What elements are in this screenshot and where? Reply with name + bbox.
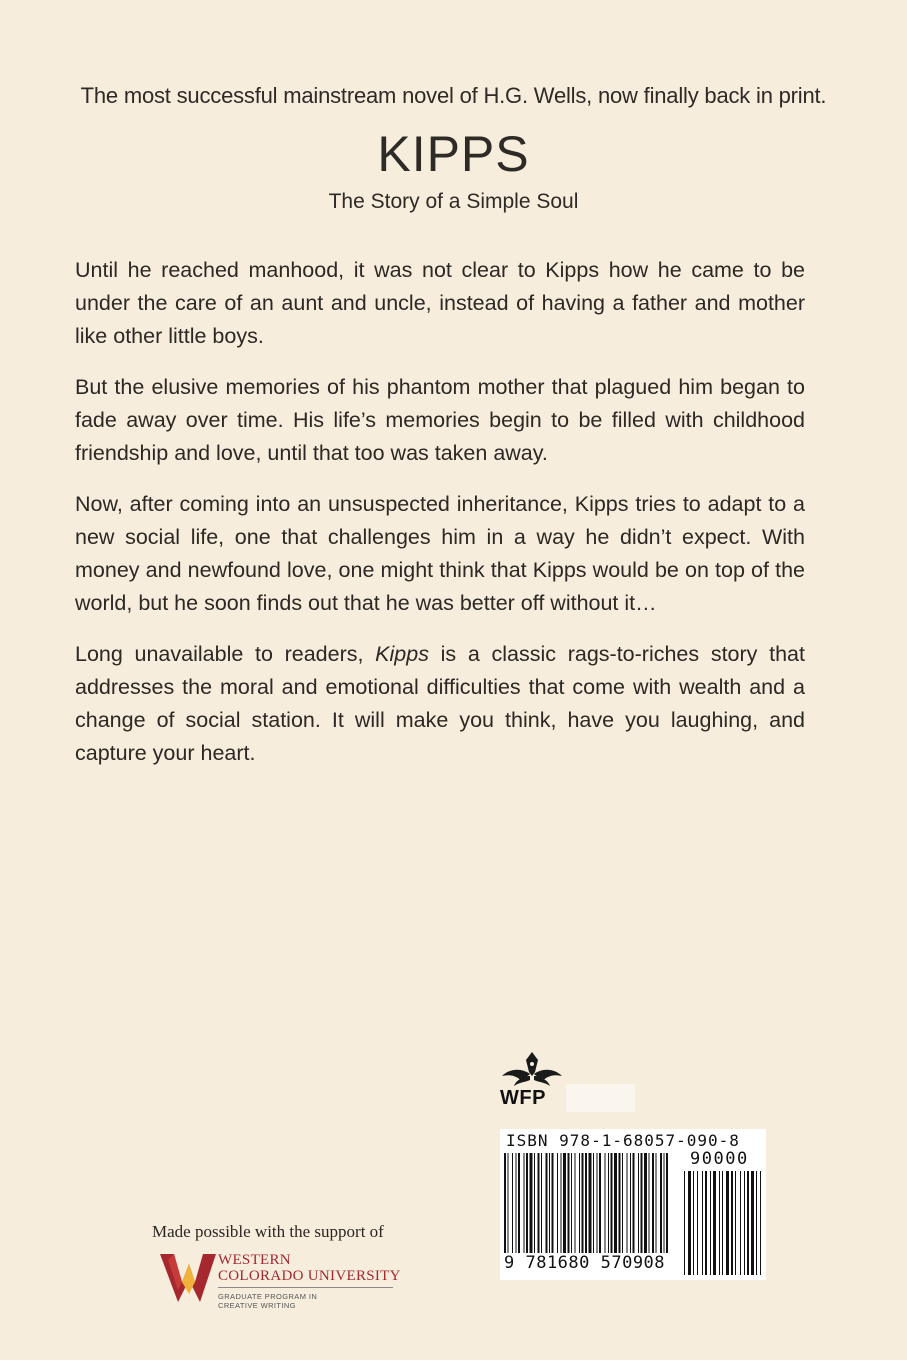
isbn-text: ISBN 978-1-68057-090-8	[506, 1131, 740, 1150]
publisher-logo-text: WFP	[500, 1087, 546, 1109]
blurb-p4-end: is a classic rags-to-riches story that addresses the moral and emotional difficulties that come with wealth and a change of social station. It will make you think, have you laughing, and capture your heart.	[75, 642, 805, 765]
blurb-paragraph-4	[75, 638, 805, 770]
book-title: KIPPS	[377, 126, 530, 182]
isbn-barcode	[500, 1129, 766, 1280]
tagline: The most successful mainstream novel of H.G. Wells, now finally back in print.	[80, 83, 827, 108]
university-divider	[218, 1287, 393, 1288]
book-subtitle: The Story of a Simple Soul	[328, 190, 579, 213]
program-line-2: CREATIVE WRITING	[218, 1301, 296, 1310]
ean-number: 9 781680 570908	[504, 1253, 666, 1273]
price-code: 90000	[690, 1149, 749, 1169]
blurb	[75, 254, 805, 788]
program-line-1: GRADUATE PROGRAM IN	[218, 1292, 318, 1301]
program-name	[218, 1292, 317, 1310]
university-name-line-2: COLORADO UNIVERSITY	[218, 1268, 401, 1284]
blurb-paragraph-2: But the elusive memories of his phantom mother that plagued him began to fade away over time. His life’s memories begin to be filled with childhood friendship and love, until that too was taken away.	[75, 375, 805, 465]
blurb-paragraph-3: Now, after coming into an unsuspected inheritance, Kipps tries to adapt to a new social life, one that challenges him in a way he didn’t expect. With money and newfound love, one might think that Kipps would be on top of the world, but he soon finds out that he was better off without it…	[75, 492, 805, 615]
blurb-p4-start: Long unavailable to readers,	[75, 642, 364, 666]
university-name	[218, 1252, 401, 1284]
blurb-paragraph-1: Until he reached manhood, it was not clear to Kipps how he came to be under the care of an aunt and uncle, instead of having a father and mother like other little boys.	[75, 258, 805, 348]
support-text: Made possible with the support of	[152, 1222, 384, 1241]
blurb-p4-title: Kipps	[375, 642, 429, 666]
university-name-line-1: WESTERN	[218, 1252, 291, 1268]
